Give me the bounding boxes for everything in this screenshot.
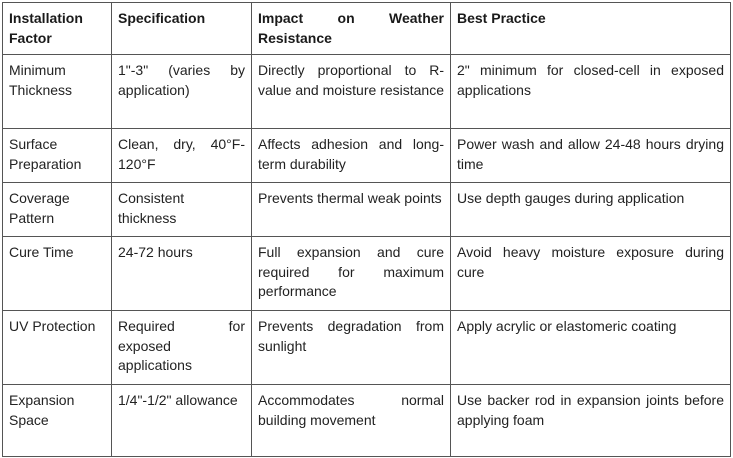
header-installation-factor: Installation Factor [3,3,112,55]
cell-best-practice: Use depth gauges during application [451,183,731,237]
cell-impact: Accommodates normal building movement [252,385,451,457]
cell-best-practice: Use backer rod in expansion joints before applying foam [451,385,731,457]
cell-installation-factor: UV Protection [3,311,112,385]
table-row [3,129,731,183]
cell-specification: Consistent thickness [112,183,252,237]
table-row [3,237,731,311]
cell-installation-factor: Surface Preparation [3,129,112,183]
cell-best-practice: Apply acrylic or elastomeric coating [451,311,731,385]
cell-specification: Clean, dry, 40°F-120°F [112,129,252,183]
table-row [3,55,731,129]
cell-impact: Prevents thermal weak points [252,183,451,237]
cell-specification: 24-72 hours [112,237,252,311]
cell-impact: Prevents degradation from sunlight [252,311,451,385]
header-impact-on-weather-resistance: Impact on Weather Resistance [252,3,451,55]
table-row [3,385,731,457]
cell-best-practice: 2" minimum for closed-cell in exposed applications [451,55,731,129]
cell-specification: 1/4"-1/2" allowance [112,385,252,457]
installation-factors-table [2,2,731,457]
table-row [3,183,731,237]
table-row [3,311,731,385]
cell-impact: Affects adhesion and long-term durability [252,129,451,183]
cell-impact: Directly proportional to R-value and moisture resistance [252,55,451,129]
header-specification: Specification [112,3,252,55]
cell-impact: Full expansion and cure required for maximum performance [252,237,451,311]
header-best-practice: Best Practice [451,3,731,55]
cell-best-practice: Avoid heavy moisture exposure during cure [451,237,731,311]
table-header-row [3,3,731,55]
cell-specification: 1"-3" (varies by application) [112,55,252,129]
cell-installation-factor: Expansion Space [3,385,112,457]
cell-installation-factor: Cure Time [3,237,112,311]
cell-installation-factor: Minimum Thickness [3,55,112,129]
cell-specification: Required for exposed applications [112,311,252,385]
cell-installation-factor: Coverage Pattern [3,183,112,237]
cell-best-practice: Power wash and allow 24-48 hours drying time [451,129,731,183]
